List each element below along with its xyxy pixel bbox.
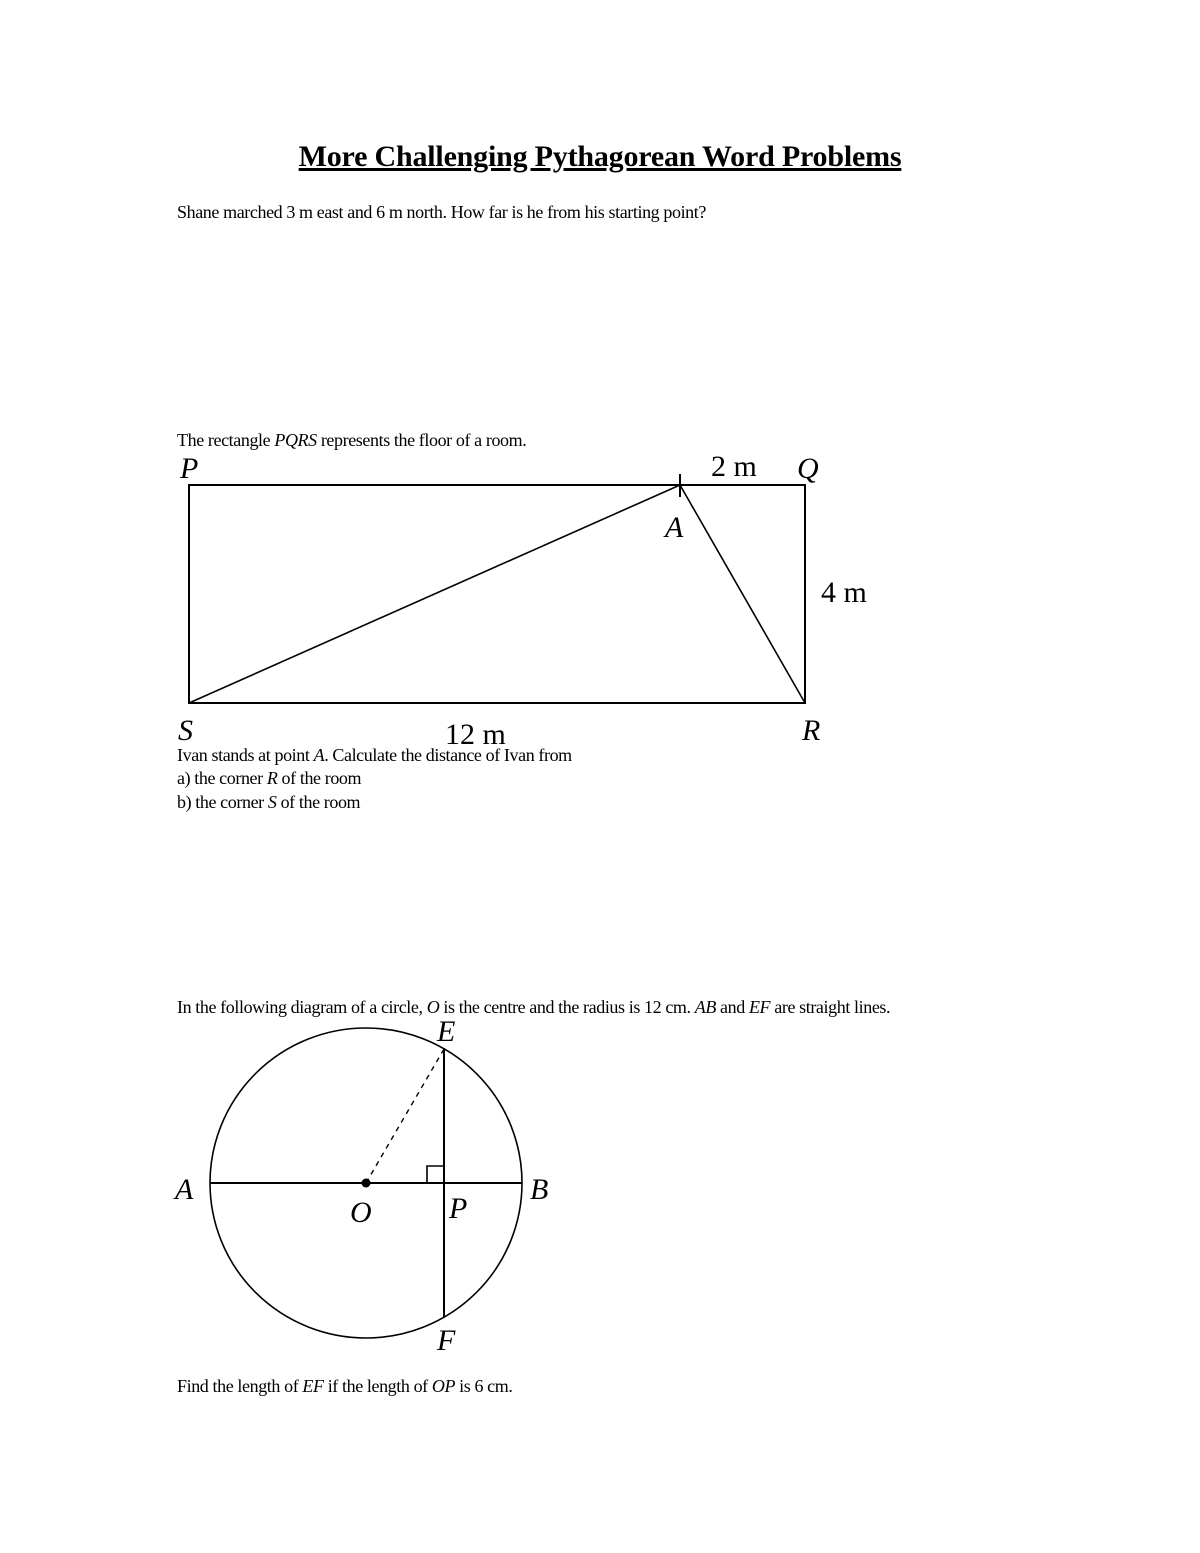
problem-3-question-text-2: if the length of xyxy=(323,1376,432,1396)
right-angle-marker xyxy=(427,1166,444,1183)
radius-oe-dashed xyxy=(366,1049,444,1183)
problem-2-part-b-text-a: b) the corner xyxy=(177,792,268,812)
problem-3-intro-text-3: and xyxy=(715,997,749,1017)
problem-2-intro-text-a: The rectangle xyxy=(177,430,275,450)
problem-3-question xyxy=(177,1376,512,1397)
problem-3-question-text-1: Find the length of xyxy=(177,1376,303,1396)
problem-2-part-b-text-b: of the room xyxy=(276,792,361,812)
label-a: A xyxy=(665,511,684,544)
label-circle-f: F xyxy=(437,1324,456,1357)
problem-3-intro-variable-3: EF xyxy=(748,997,771,1017)
problem-2-intro-variable: PQRS xyxy=(274,430,317,450)
problem-3-intro-text-2: is the centre and the radius is 12 cm. xyxy=(439,997,695,1017)
problem-3-intro-variable-2: AB xyxy=(694,997,716,1017)
problem-2-part-a-text-a: a) the corner xyxy=(177,768,267,788)
centre-point-o xyxy=(362,1179,371,1188)
measure-aq: 2 m xyxy=(711,450,757,483)
label-circle-p: P xyxy=(449,1192,468,1225)
measure-sr: 12 m xyxy=(445,718,506,751)
label-p: P xyxy=(180,452,199,485)
problem-2-question-text-a: Ivan stands at point xyxy=(177,745,314,765)
problem-2-part-b-variable: S xyxy=(267,792,277,812)
problem-3-question-variable-1: EF xyxy=(302,1376,324,1396)
label-circle-b: B xyxy=(530,1173,549,1206)
label-s: S xyxy=(178,714,193,747)
label-q: Q xyxy=(797,452,819,485)
problem-2-intro-text-b: represents the floor of a room. xyxy=(316,430,527,450)
problem-3-question-variable-2: OP xyxy=(431,1376,456,1396)
label-r: R xyxy=(802,714,821,747)
problem-3-intro-text-1: In the following diagram of a circle, xyxy=(177,997,427,1017)
problem-1-text: Shane marched 3 m east and 6 m north. How far is he from his starting point? xyxy=(177,202,706,222)
problem-3-question-text-3: is 6 cm. xyxy=(455,1376,513,1396)
problem-2-part-a-variable: R xyxy=(266,768,278,788)
label-circle-a: A xyxy=(175,1173,194,1206)
label-circle-e: E xyxy=(437,1015,456,1048)
label-circle-o: O xyxy=(350,1196,372,1229)
problem-3-intro-text-4: are straight lines. xyxy=(770,997,891,1017)
page-title: More Challenging Pythagorean Word Problems xyxy=(298,140,902,173)
measure-qr: 4 m xyxy=(821,576,867,609)
problem-3-intro-variable-1: O xyxy=(426,997,440,1017)
problem-2-question-variable: A xyxy=(313,745,325,765)
problem-2-part-a-text-b: of the room xyxy=(277,768,362,788)
problem-2-question-text-b: . Calculate the distance of Ivan from xyxy=(324,745,572,765)
